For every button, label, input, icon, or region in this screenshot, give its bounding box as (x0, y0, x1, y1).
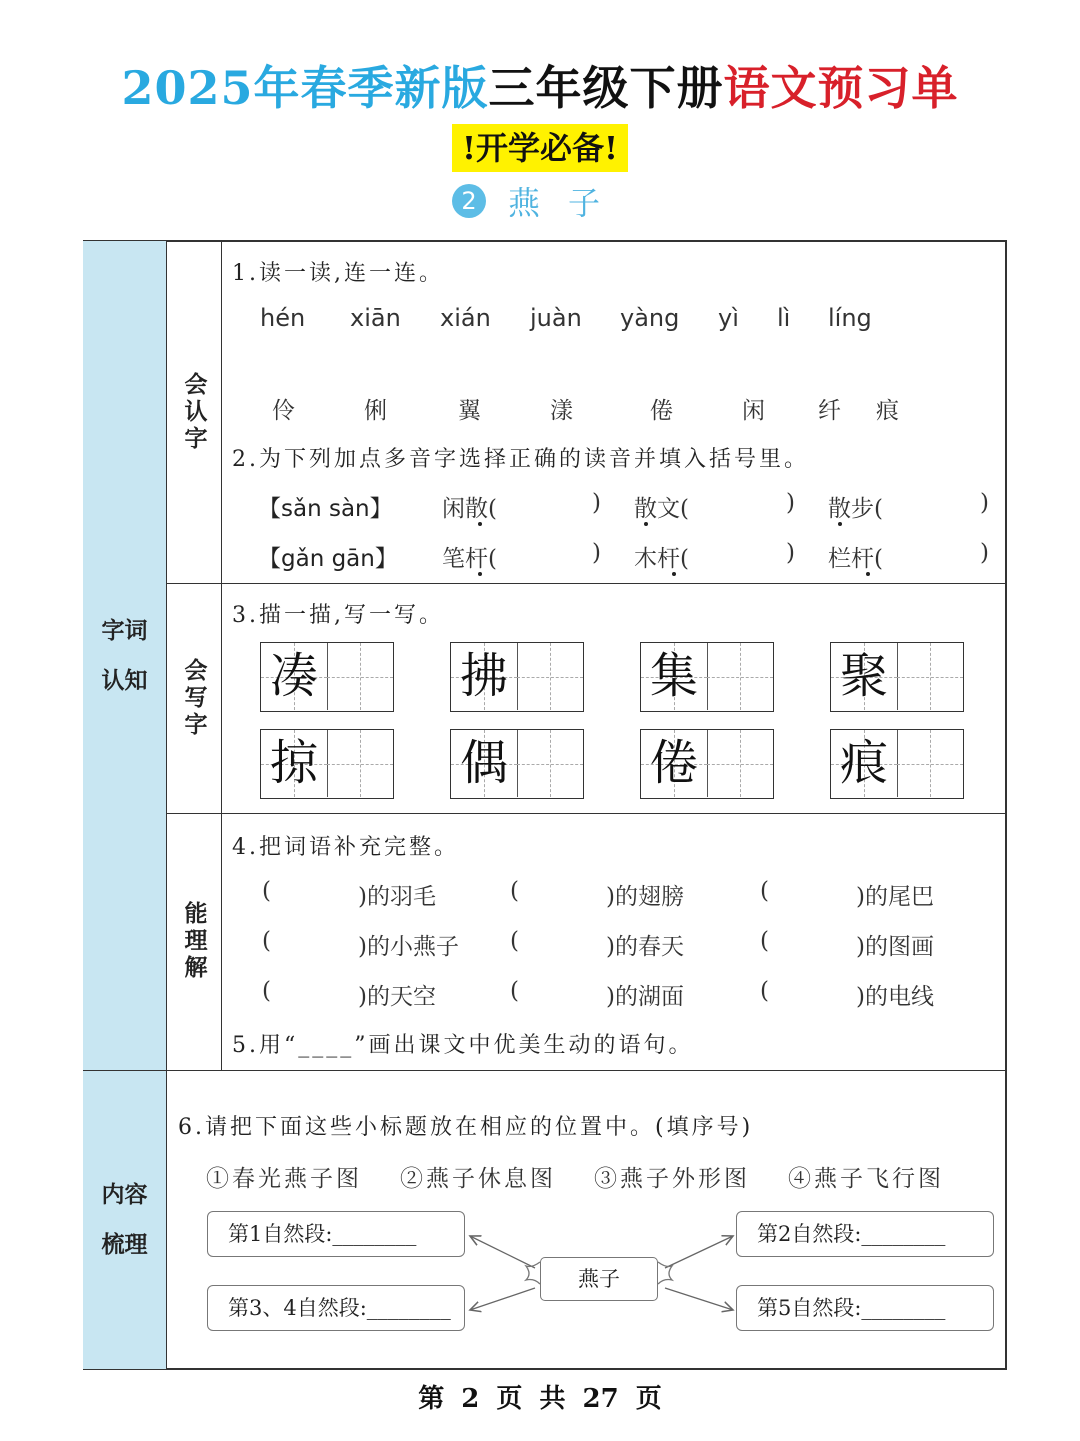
q4-prompt: 4.把词语补充完整。 (232, 835, 459, 860)
char-item: 倦 (650, 398, 673, 424)
pinyin-item: juàn (530, 304, 582, 332)
trace-char: 偶 (459, 735, 508, 791)
char-item: 俐 (364, 398, 387, 424)
title-part-black: 三年级下册 (488, 61, 724, 115)
pinyin-item: líng (828, 304, 872, 332)
trace-char: 凑 (269, 648, 318, 704)
subtitle-option: ②燕子休息图 (400, 1166, 556, 1192)
open-paren: ( (262, 928, 271, 954)
open-paren: ( (760, 878, 769, 904)
trace-char: 聚 (839, 648, 888, 704)
close-paren: ) (980, 490, 989, 516)
phrase-item: )的春天 (606, 934, 684, 960)
char-item: 翼 (458, 398, 481, 424)
q6-prompt: 6.请把下面这些小标题放在相应的位置中。(填序号) (178, 1115, 754, 1140)
q2-prompt: 2.为下列加点多音字选择正确的读音并填入括号里。 (232, 447, 809, 472)
char-item: 痕 (876, 398, 899, 424)
open-paren: ( (262, 878, 271, 904)
q5-prompt-before: 5.用“ (232, 1033, 299, 1058)
subtitle-option: ①春光燕子图 (206, 1166, 362, 1192)
trace-char: 集 (649, 648, 698, 704)
phrase-item: )的图画 (856, 934, 934, 960)
polyphone-item: 散文( (634, 496, 689, 522)
char-item: 漾 (550, 398, 573, 424)
subcategory-write-label: 会写字 (180, 657, 207, 739)
polyphone-item: 散步( (828, 496, 883, 522)
pinyin-item: hén (260, 304, 306, 332)
q5-prompt-blank: ____ (298, 1033, 355, 1058)
open-paren: ( (760, 978, 769, 1004)
q5-prompt-after: ”画出课文中优美生动的语句。 (354, 1033, 694, 1058)
phrase-item: )的湖面 (606, 984, 684, 1010)
center-swallow-box: 燕子 (540, 1257, 658, 1301)
phrase-item: )的天空 (358, 984, 436, 1010)
lesson-number-badge: 2 (452, 184, 486, 218)
polyphone-item: 闲散( (442, 496, 497, 522)
pinyin-item: yàng (620, 304, 680, 332)
pronunciation-options: 【sǎn sàn】 (258, 496, 393, 522)
char-item: 闲 (742, 398, 765, 424)
title-part-blue: 2025年春季新版 (121, 61, 489, 115)
char-item: 伶 (272, 398, 295, 424)
trace-char: 倦 (649, 735, 698, 791)
paragraph-box-5[interactable]: 第5自然段:________ (736, 1285, 994, 1331)
category-content-label: 内容梳理 (101, 1182, 148, 1258)
subcategory-understand-label: 能理解 (180, 901, 207, 982)
lesson-name: 燕子 (507, 184, 628, 222)
polyphone-item: 笔杆( (442, 546, 497, 572)
phrase-item: )的羽毛 (358, 884, 436, 910)
phrase-item: )的电线 (856, 984, 934, 1010)
open-paren: ( (262, 978, 271, 1004)
paragraph-box-2[interactable]: 第2自然段:________ (736, 1211, 994, 1257)
subtitle-banner: !开学必备! (452, 124, 628, 172)
pinyin-item: xián (440, 304, 491, 332)
pinyin-item: xiān (350, 304, 401, 332)
phrase-item: )的翅膀 (606, 884, 684, 910)
char-item: 纤 (818, 398, 841, 424)
trace-char: 痕 (839, 735, 888, 791)
title-part-red: 语文预习单 (723, 61, 959, 115)
polyphone-item: 栏杆( (828, 546, 883, 572)
subtitle-option: ④燕子飞行图 (788, 1166, 944, 1192)
phrase-item: )的尾巴 (856, 884, 934, 910)
q1-prompt: 1.读一读,连一连。 (232, 261, 444, 286)
open-paren: ( (510, 928, 519, 954)
pinyin-item: lì (777, 304, 791, 332)
polyphone-item: 木杆( (634, 546, 689, 572)
paragraph-box-3-4[interactable]: 第3、4自然段:________ (207, 1285, 465, 1331)
phrase-item: )的小燕子 (358, 934, 459, 960)
page-number: 第 2 页 共 27 页 (418, 1384, 662, 1414)
category-vocabulary-label: 字词认知 (101, 617, 148, 694)
close-paren: ) (786, 540, 795, 566)
q3-prompt: 3.描一描,写一写。 (232, 603, 444, 628)
close-paren: ) (786, 490, 795, 516)
trace-char: 拂 (459, 648, 508, 704)
subcategory-recognize-label: 会认字 (180, 371, 207, 453)
open-paren: ( (760, 928, 769, 954)
open-paren: ( (510, 978, 519, 1004)
paragraph-box-1[interactable]: 第1自然段:________ (207, 1211, 465, 1257)
trace-char: 掠 (269, 735, 318, 791)
subtitle-option: ③燕子外形图 (594, 1166, 750, 1192)
close-paren: ) (980, 540, 989, 566)
close-paren: ) (592, 540, 601, 566)
close-paren: ) (592, 490, 601, 516)
pinyin-item: yì (718, 304, 739, 332)
open-paren: ( (510, 878, 519, 904)
pronunciation-options: 【gǎn gān】 (258, 546, 398, 572)
